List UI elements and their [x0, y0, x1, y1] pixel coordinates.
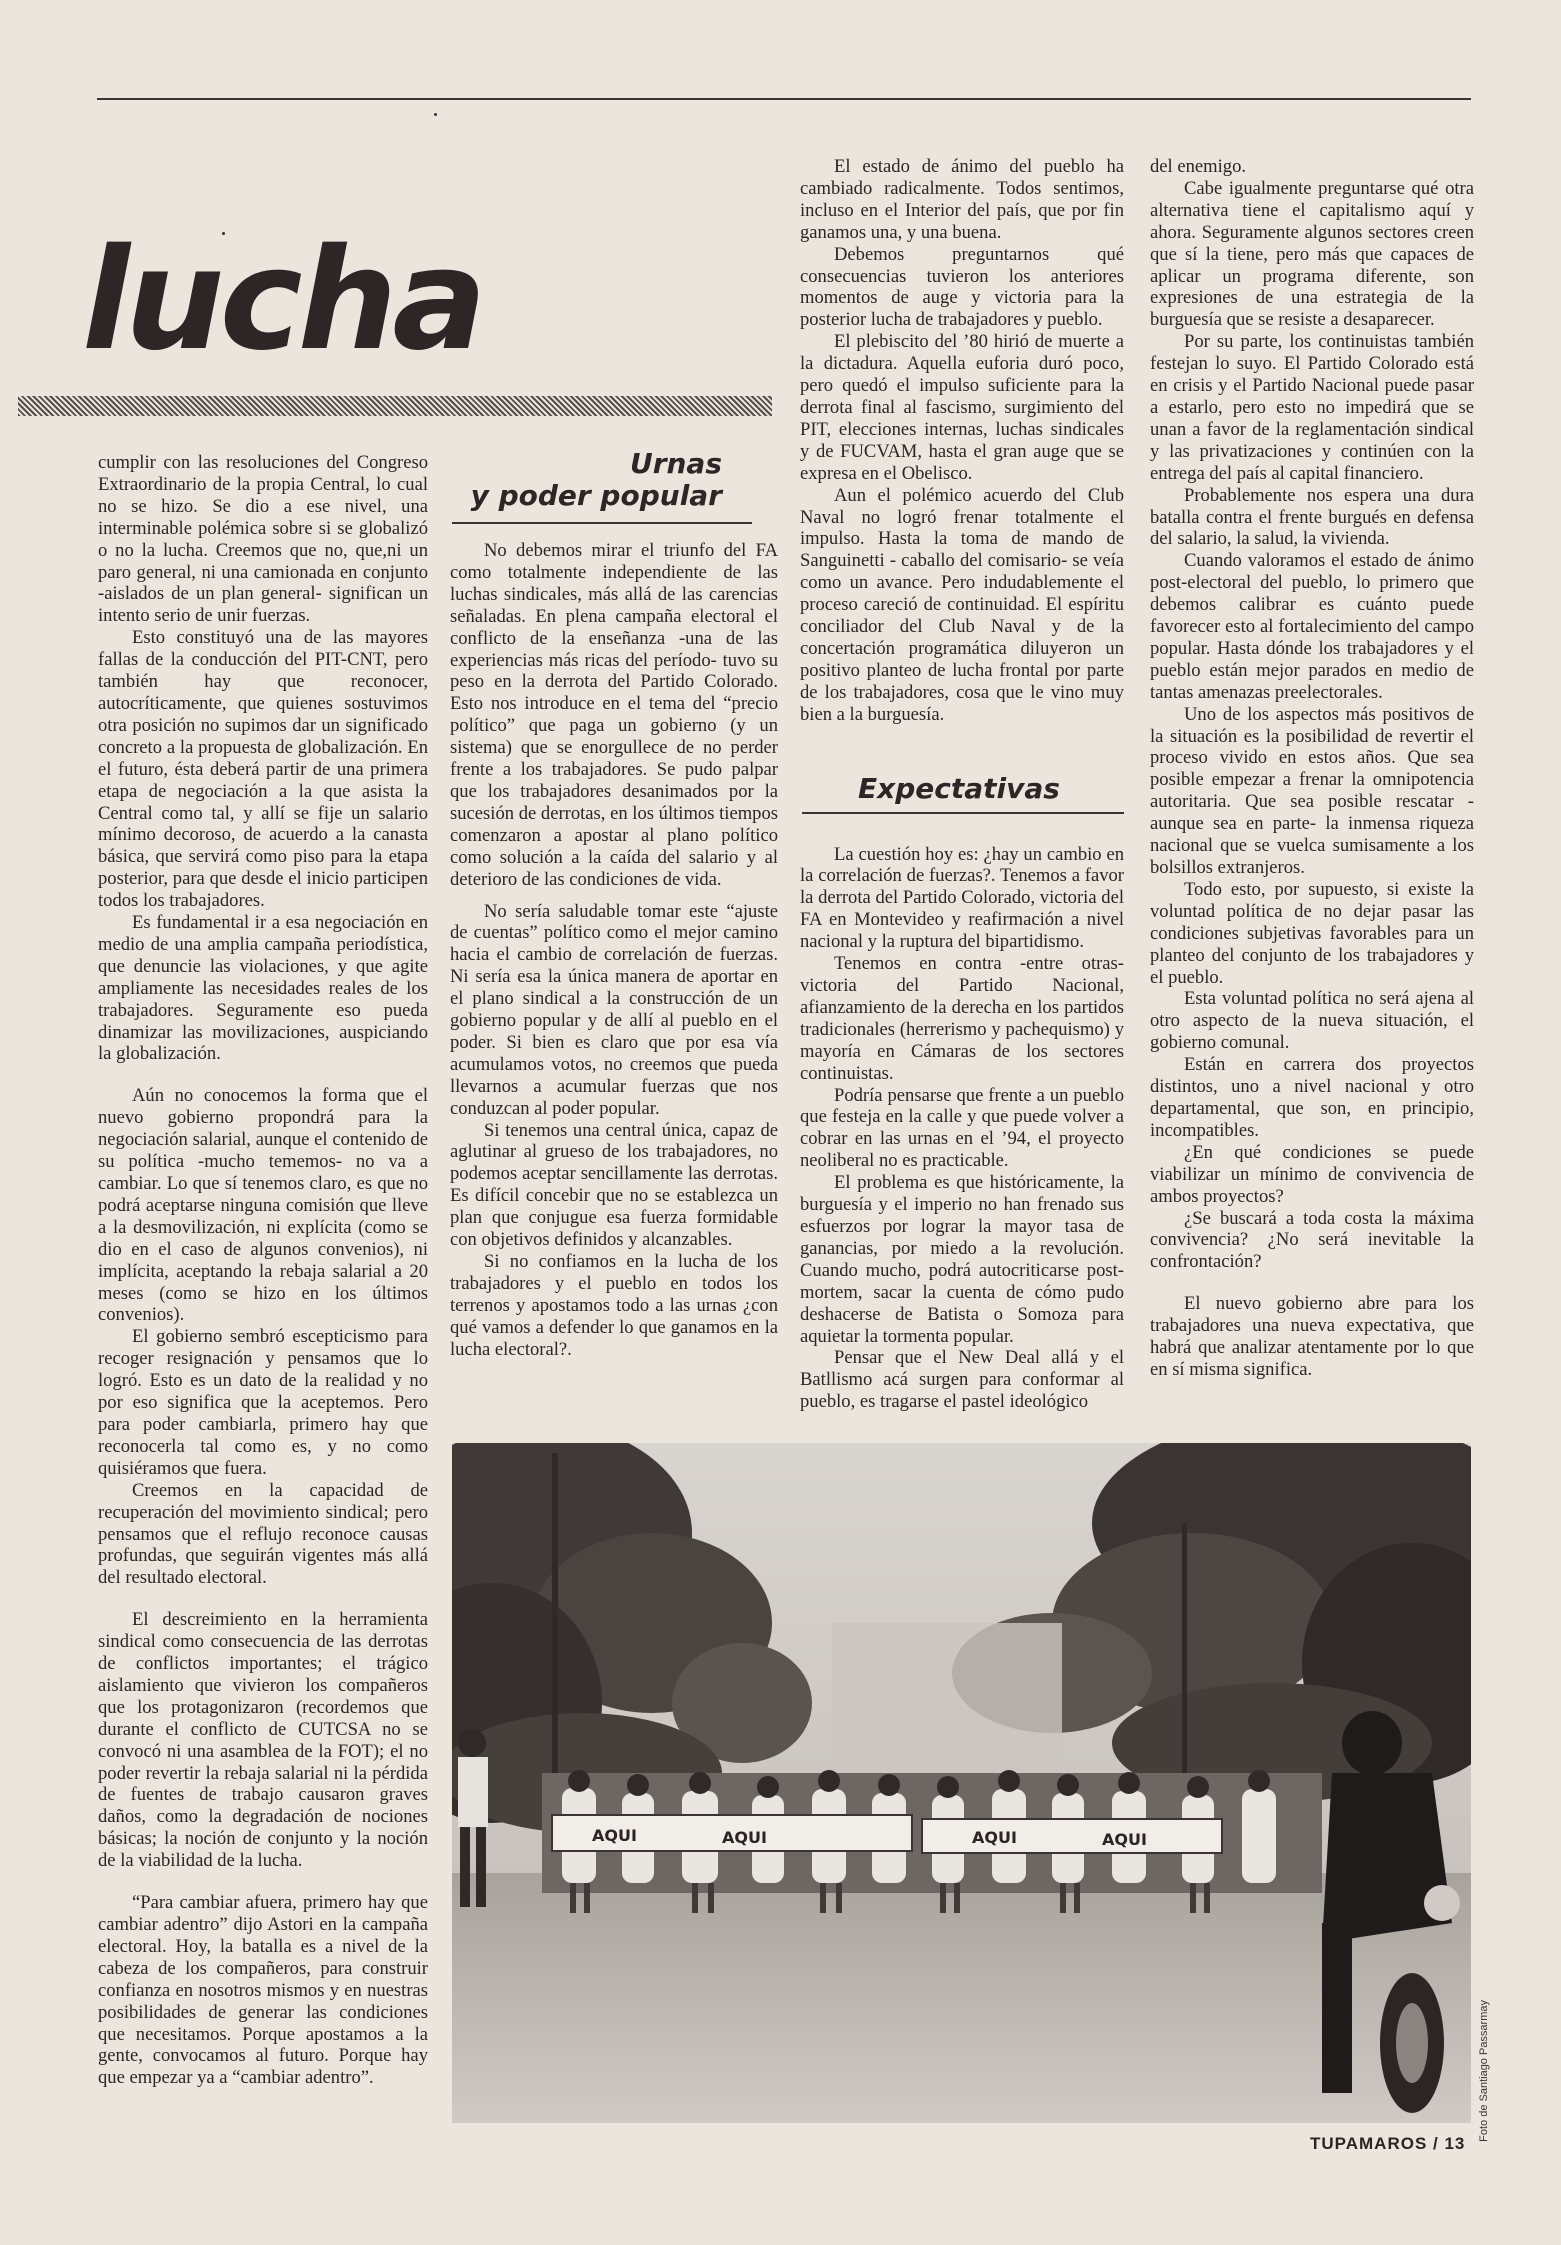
- banner-text: AQUI: [972, 1828, 1017, 1847]
- article-column-1: [98, 452, 428, 2089]
- paragraph: Es fundamental ir a esa negociación en medio de una amplia campaña periodística, que denuncie las violaciones, y que agite ampliamente las necesidades reales de los trabajadores. Seguramente eso pueda dinamizar las movilizaciones, auspiciando la globalización.: [98, 912, 428, 1065]
- paragraph: El descreimiento en la herramienta sindical como consecuencia de las derrotas de conflictos importantes; el trágico aislamiento que vivieron los compañeros que los protagonizaron (recordemos que durante el conflicto de CUTCSA no se convocó ni una asamblea de la FOT); el no poder revertir la rebaja salarial ni la pérdida de fuentes de trabajo causaron graves daños, como la degradación de nociones básicas; la noción de conjunto y la noción de la viabilidad de la lucha.: [98, 1609, 428, 1872]
- paragraph: “Para cambiar afuera, primero hay que cambiar adentro” dijo Astori en la campaña electoral. Hoy, la batalla es a nivel de la cabeza de los compañeros, para construir confianza en nosotros mismos y en nuestras posibilidades de generar las condiciones que necesitamos. Porque apostamos a la gente, convocamos al futuro. Porque hay que empezar ya a “cambiar adentro”.: [98, 1892, 428, 2089]
- photo-road: [452, 1873, 1471, 2123]
- paragraph: El nuevo gobierno abre para los trabajadores una nueva expectativa, que habrá que analizar atentamente por lo que en sí misma significa.: [1150, 1293, 1474, 1380]
- section-heading-line: Urnas: [629, 447, 722, 480]
- paragraph: Esta voluntad política no será ajena al otro aspecto de la nueva situación, el gobierno comunal.: [1150, 988, 1474, 1054]
- paragraph: No debemos mirar el triunfo del FA como totalmente independiente de las luchas sindicales, más allá de las carencias señaladas. En plena campaña electoral el conflicto de la enseñanza -una de las experiencias más ricas del período- tuvo su peso en la derrota del Partido Colorado. Esto nos introduce en el tema del “precio político” que paga un gobierno (y un sistema) que se enorgullece de no perder frente a los trabajadores. Se pudo palpar que los trabajadores desanimados por la sucesión de derrotas, en los últimos tiempos comenzaron a apostar al plano político como solución a la caída del salario y al deterioro de las condiciones de vida.: [450, 540, 778, 890]
- paragraph: del enemigo.: [1150, 156, 1247, 177]
- marching-crowd: [542, 1770, 1322, 1913]
- paragraph: Podría pensarse que frente a un pueblo que festeja en la calle y que puede volver a cobrar en las urnas en el ’94, el proyecto neoliberal no es practicable.: [800, 1084, 1124, 1172]
- section-heading-expectativas: Expectativas: [858, 772, 1060, 805]
- section-rule: [452, 522, 752, 524]
- paragraph: La cuestión hoy es: ¿hay un cambio en la correlación de fuerzas?. Tenemos a favor la derrota del Partido Colorado, victoria del FA en Montevideo y reafirmación a nivel nacional y la ruptura del bipartidismo.: [800, 843, 1124, 953]
- section-rule: [802, 812, 1124, 814]
- paragraph: Si no confiamos en la lucha de los trabajadores y el pueblo en todos los terrenos y apostamos todo a las urnas ¿con qué vamos a defender lo que ganamos en la lucha electoral?.: [450, 1251, 778, 1360]
- paragraph: Uno de los aspectos más positivos de la situación es la posibilidad de revertir el proceso vivido en estos años. Que sea posible empezar a frenar la omnipotencia autoritaria. Que sea posible rescatar -aunque sea en parte- la inmensa riqueza nacional que se vuelca sumisamente a los bolsillos extranjeros.: [1150, 703, 1474, 878]
- section-heading-line: y poder popular: [470, 479, 722, 512]
- article-column-4: [1150, 156, 1474, 1381]
- paragraph: Debemos preguntarnos qué consecuencias tuvieron los anteriores momentos de auge y victoria para la posterior lucha de trabajadores y pueblo.: [800, 243, 1124, 331]
- paragraph: No sería saludable tomar este “ajuste de cuentas” político como el mejor camino hacia el cambio de correlación de fuerzas. Ni sería esa la única manera de aportar en el plano sindical a la construcción de un gobierno popular y de allí al pueblo en el poder. Si bien es claro que por esa vía acumulamos votos, no creemos que pueda llevarnos a acumular fuerzas que nos conduzcan al poder popular.: [450, 900, 778, 1119]
- photo-credit: Foto de Santiago Passarmay: [1478, 2000, 1490, 2142]
- paragraph: Cuando valoramos el estado de ánimo post-electoral del pueblo, lo primero que debemos calibrar es cuánto puede favorecer esto al fortalecimiento del campo popular. Hasta dónde los trabajadores y el pueblo están mejor parados en medio de tantas amenazas preelectorales.: [1150, 550, 1474, 703]
- paragraph: Están en carrera dos proyectos distintos, uno a nivel nacional y otro departamental, que son, en principio, incompatibles.: [1150, 1054, 1474, 1141]
- hatched-divider: [18, 396, 772, 416]
- top-rule: [97, 98, 1471, 100]
- banner-text: AQUI: [592, 1826, 637, 1845]
- article-column-2: [450, 540, 778, 1361]
- section-heading-urnas: [452, 448, 722, 512]
- paragraph: Creemos en la capacidad de recuperación del movimiento sindical; pero pensamos que el reflujo reconoce causas profundas, que seguirán vigentes más allá del resultado electoral.: [98, 1479, 428, 1589]
- paragraph: Si tenemos una central única, capaz de aglutinar al grueso de los trabajadores, no podemos aceptar sencillamente las derrotas. Es difícil concebir que no se establezca un plan que conjugue esa fuerza formidable con objetivos definidos y alcanzables.: [450, 1119, 778, 1251]
- paragraph: Pensar que el New Deal allá y el Batllismo acá surgen para conformar al pueblo, es tragarse el pastel ideológico: [800, 1347, 1124, 1413]
- print-speck: [434, 113, 437, 116]
- paragraph: El estado de ánimo del pueblo ha cambiado radicalmente. Todos sentimos, incluso en el Interior del país, que por fin ganamos una, y una buena.: [800, 156, 1124, 243]
- paragraph: ¿En qué condiciones se puede viabilizar un mínimo de convivencia de ambos proyectos?: [1150, 1141, 1474, 1207]
- paragraph: ¿Se buscará a toda costa la máxima convivencia? ¿No será inevitable la confrontación?: [1150, 1207, 1474, 1273]
- march-photo: [452, 1443, 1471, 2123]
- paragraph: El problema es que históricamente, la burguesía y el imperio no han frenado sus esfuerzos por lograr la mayor tasa de ganancias, por miedo a la revolución. Cuando mucho, podrá autocriticarse post-mortem, sacar la cuenta de cómo pudo deshacerse de Batista o Somoza para aquietar la tormenta popular.: [800, 1172, 1124, 1347]
- banner-text: AQUI: [1102, 1830, 1147, 1849]
- paragraph: Por su parte, los continuistas también festejan lo suyo. El Partido Colorado está en crisis y el Partido Nacional puede pasar a estarlo, pero esto no impedirá que se unan a favor de la reglamentación sindical y las privatizaciones y continúen con la entrega del país al capital financiero.: [1150, 331, 1474, 484]
- paragraph: Aún no conocemos la forma que el nuevo gobierno propondrá para la negociación salarial, aunque el contenido de su política -mucho tememos- no va a cambiar. Lo que sí tenemos claro, es que no podrá aceptarse ninguna comisión que lleve a la desmovilización, ni explícita (como se dio en el caso de algunos convenios), ni implícita, aceptando la rebaja salarial a 20 meses (como se hizo en los últimos convenios).: [98, 1085, 428, 1326]
- headline: lucha: [82, 219, 482, 382]
- paragraph: Cabe igualmente preguntarse qué otra alternativa tiene el capitalismo aquí y ahora. Seguramente algunos sectores creen que sí la tiene, pero más que capaces de aplicar un programa diferente, son expresiones de una estrategia de la burguesía que se resiste a desaparecer.: [1150, 177, 1474, 331]
- paragraph: El plebiscito del ’80 hirió de muerte a la dictadura. Aquella euforia duró poco, pero quedó el impulso suficiente para la derrota final al fascismo, surgimiento del PIT, elecciones internas, luchas sindicales y de FUCVAM, hasta el gran auge que se expresa en el Obelisco.: [800, 331, 1124, 484]
- paragraph: Tenemos en contra -entre otras- victoria del Partido Nacional, afianzamiento de la derecha en los partidos tradicionales (herrerismo y pachequismo) y mayoría en Cámaras de los sectores continuistas.: [800, 953, 1124, 1084]
- paragraph: Probablemente nos espera una dura batalla contra el frente burgués en defensa del salario, la salud, la vivienda.: [1150, 484, 1474, 550]
- banner-text: AQUI: [722, 1828, 767, 1847]
- paragraph: cumplir con las resoluciones del Congreso Extraordinario de la propia Central, lo cual no se hizo. Se dio a ese nivel, una interminable polémica sobre si se globalizó o no la lucha. Creemos que no, que,ni un paro general, ni una camionada en conjunto -aislados de un plan general- significan un intento serio de unir fuerzas.: [98, 452, 428, 627]
- paragraph: El gobierno sembró escepticismo para recoger resignación y pensamos que lo logró. Esto es un dato de la realidad y no por eso significa que la aceptemos. Pero para poder cambiarla, primero hay que reconocerla tal como es, y no como quisiéramos que fuera.: [98, 1326, 428, 1479]
- paragraph: Aun el polémico acuerdo del Club Naval no logró frenar totalmente el impulso. Hasta la toma de mando de Sanguinetti - caballo del comisario- se veía como un avance. Pero indudablemente el proceso careció de continuidad. El espíritu conciliador del Club Naval y de la concertación programática diluyeron un positivo planteo de lucha frontal por parte de los trabajadores, cosa que le vino muy bien a la burguesía.: [800, 484, 1124, 725]
- paragraph: Todo esto, por supuesto, si existe la voluntad política de no dejar pasar las condiciones subjetivas favorables para un planteo del conjunto de los trabajadores y el pueblo.: [1150, 878, 1474, 988]
- page-footer: TUPAMAROS / 13: [1310, 2134, 1466, 2153]
- paragraph: Esto constituyó una de las mayores fallas de la conducción del PIT-CNT, pero también hay que reconocer, autocríticamente, que quienes sostuvimos otra posición no supimos dar un significado concreto a la propuesta de globalización. En el futuro, ésta deberá partir de una primera etapa de negociación a la que asista la Central como tal, y allí se fije un salario mínimo decoroso, de acuerdo a la canasta básica, que servirá como piso para la etapa posterior, para que desde el inicio participen todos los trabajadores.: [98, 627, 428, 912]
